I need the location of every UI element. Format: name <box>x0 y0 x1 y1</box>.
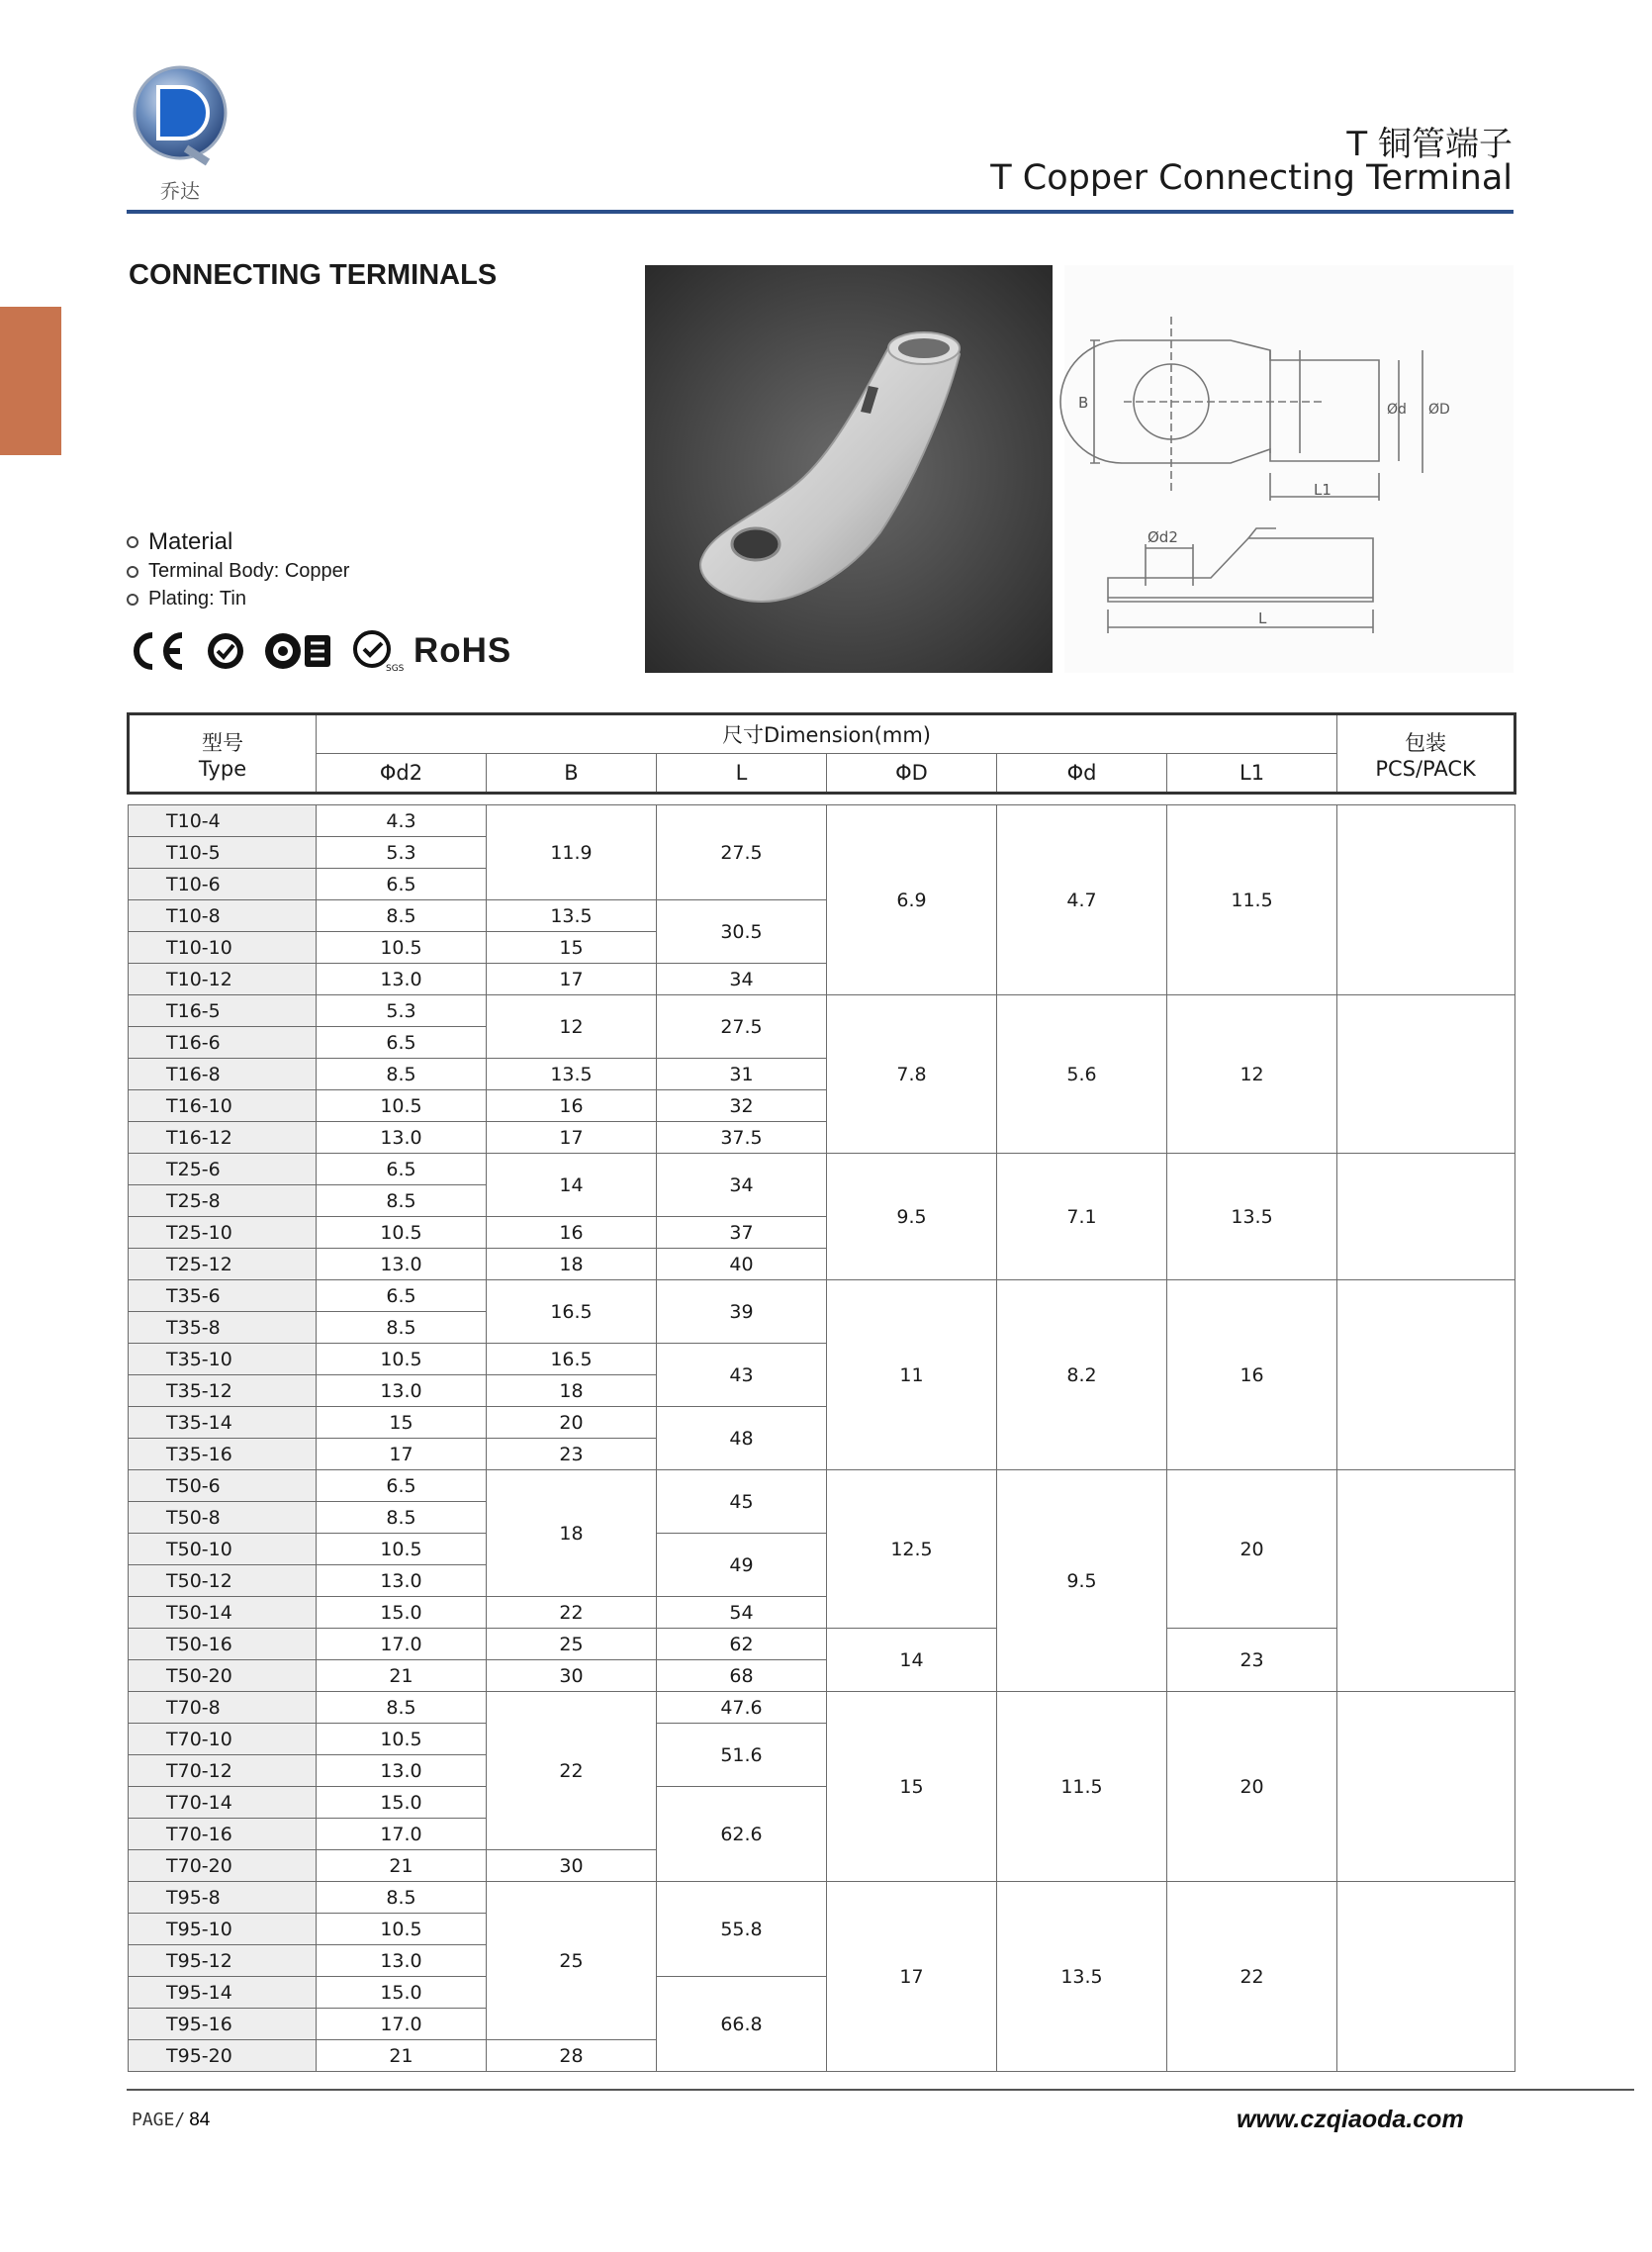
type-cell: T16-5 <box>129 995 317 1027</box>
type-cell: T70-14 <box>129 1787 317 1819</box>
d2-cell: 8.5 <box>317 1692 487 1724</box>
spec-table <box>127 712 1516 2072</box>
type-cell: T35-8 <box>129 1312 317 1344</box>
b-cell: 30 <box>487 1850 657 1882</box>
d2-cell: 10.5 <box>317 1914 487 1945</box>
l1-cell: 16 <box>1167 1280 1337 1470</box>
page-number-value: 84 <box>189 2110 211 2130</box>
l1-cell: 22 <box>1167 1882 1337 2072</box>
d2-cell: 13.0 <box>317 1945 487 1977</box>
type-cell: T95-12 <box>129 1945 317 1977</box>
l1-cell: 20 <box>1167 1470 1337 1629</box>
type-cell: T10-4 <box>129 805 317 837</box>
pack-cell <box>1337 1280 1515 1470</box>
l-cell: 27.5 <box>657 805 827 900</box>
b-cell: 22 <box>487 1692 657 1850</box>
rohs-mark: RoHS <box>413 631 512 670</box>
pack-cell <box>1337 1154 1515 1280</box>
col-header-b: B <box>487 754 657 794</box>
type-cell: T10-8 <box>129 900 317 932</box>
header-divider <box>127 210 1514 214</box>
b-cell: 20 <box>487 1407 657 1439</box>
dim-label-phi-d: Ød <box>1387 402 1407 418</box>
logo-text: 乔达 <box>160 179 200 203</box>
type-cell: T70-20 <box>129 1850 317 1882</box>
type-cell: T25-12 <box>129 1249 317 1280</box>
D-cell: 11 <box>827 1280 997 1470</box>
header-pack <box>1337 714 1515 794</box>
type-cell: T70-10 <box>129 1724 317 1755</box>
dim-label-b: B <box>1078 394 1089 412</box>
b-cell: 17 <box>487 964 657 995</box>
l-cell: 51.6 <box>657 1724 827 1787</box>
b-cell: 18 <box>487 1249 657 1280</box>
d-cell: 11.5 <box>997 1692 1167 1882</box>
d2-cell: 15.0 <box>317 1787 487 1819</box>
ce-mark-icon <box>127 629 188 673</box>
d2-cell: 8.5 <box>317 900 487 932</box>
d-cell: 4.7 <box>997 805 1167 995</box>
header-type-cn: 型号 <box>202 730 243 755</box>
type-cell: T50-8 <box>129 1502 317 1534</box>
d-cell: 7.1 <box>997 1154 1167 1280</box>
page-title: T Copper Connecting Terminal <box>990 158 1513 198</box>
d2-cell: 15.0 <box>317 1977 487 2009</box>
d2-cell: 10.5 <box>317 1217 487 1249</box>
d-cell: 9.5 <box>997 1470 1167 1692</box>
type-cell: T50-6 <box>129 1470 317 1502</box>
d2-cell: 21 <box>317 1850 487 1882</box>
d2-cell: 8.5 <box>317 1185 487 1217</box>
type-cell: T50-20 <box>129 1660 317 1692</box>
l1-cell: 20 <box>1167 1692 1337 1882</box>
type-cell: T50-16 <box>129 1629 317 1660</box>
d2-cell: 13.0 <box>317 1755 487 1787</box>
bullet-icon <box>127 536 138 548</box>
header-pack-en: PCS/PACK <box>1375 756 1476 781</box>
ccc-mark-icon <box>206 629 245 673</box>
b-cell: 15 <box>487 932 657 964</box>
material-title: Material <box>148 528 233 555</box>
header-dimension: 尺寸Dimension(mm) <box>317 714 1337 754</box>
d2-cell: 15 <box>317 1407 487 1439</box>
pack-cell <box>1337 1882 1515 2072</box>
type-cell: T35-14 <box>129 1407 317 1439</box>
l-cell: 62.6 <box>657 1787 827 1882</box>
type-cell: T35-10 <box>129 1344 317 1375</box>
type-cell: T70-16 <box>129 1819 317 1850</box>
l-cell: 34 <box>657 1154 827 1217</box>
product-photo <box>645 265 1053 673</box>
type-cell: T25-10 <box>129 1217 317 1249</box>
col-header-l1: L1 <box>1167 754 1337 794</box>
header-pack-cn: 包装 <box>1405 730 1447 755</box>
b-cell: 17 <box>487 1122 657 1154</box>
l1-cell: 13.5 <box>1167 1154 1337 1280</box>
b-cell: 13.5 <box>487 1059 657 1090</box>
d2-cell: 8.5 <box>317 1059 487 1090</box>
d2-cell: 10.5 <box>317 1344 487 1375</box>
page-number <box>132 2110 210 2131</box>
b-cell: 30 <box>487 1660 657 1692</box>
pack-cell <box>1337 995 1515 1154</box>
pack-cell <box>1337 1470 1515 1692</box>
page-title-chinese: T 铜管端子 <box>1346 125 1513 164</box>
l-cell: 37 <box>657 1217 827 1249</box>
header-type <box>129 714 317 794</box>
col-header-l: L <box>657 754 827 794</box>
l-cell: 30.5 <box>657 900 827 964</box>
d2-cell: 15.0 <box>317 1597 487 1629</box>
b-cell: 12 <box>487 995 657 1059</box>
type-cell: T70-8 <box>129 1692 317 1724</box>
section-heading: CONNECTING TERMINALS <box>129 259 498 291</box>
header-type-en: Type <box>198 756 247 781</box>
d2-cell: 5.3 <box>317 995 487 1027</box>
l-cell: 48 <box>657 1407 827 1470</box>
material-body-item <box>127 560 349 583</box>
b-cell: 22 <box>487 1597 657 1629</box>
d2-cell: 13.0 <box>317 1565 487 1597</box>
D-cell: 6.9 <box>827 805 997 995</box>
l-cell: 31 <box>657 1059 827 1090</box>
d2-cell: 6.5 <box>317 1027 487 1059</box>
l-cell: 43 <box>657 1344 827 1407</box>
sgs-mark-icon <box>352 629 405 674</box>
l-cell: 34 <box>657 964 827 995</box>
material-plating-text: Plating: Tin <box>148 588 246 610</box>
d-cell: 8.2 <box>997 1280 1167 1470</box>
type-cell: T10-12 <box>129 964 317 995</box>
l-cell: 39 <box>657 1280 827 1344</box>
b-cell: 11.9 <box>487 805 657 900</box>
b-cell: 25 <box>487 1882 657 2040</box>
certification-marks <box>127 629 511 673</box>
b-cell: 25 <box>487 1629 657 1660</box>
website-link[interactable]: www.czqiaoda.com <box>1237 2106 1464 2133</box>
d2-cell: 13.0 <box>317 1249 487 1280</box>
type-cell: T16-8 <box>129 1059 317 1090</box>
type-cell: T50-10 <box>129 1534 317 1565</box>
d2-cell: 6.5 <box>317 1154 487 1185</box>
l-cell: 66.8 <box>657 1977 827 2072</box>
b-cell: 16.5 <box>487 1344 657 1375</box>
l1-cell: 23 <box>1167 1629 1337 1692</box>
type-cell: T10-6 <box>129 869 317 900</box>
type-cell: T95-14 <box>129 1977 317 2009</box>
type-cell: T35-16 <box>129 1439 317 1470</box>
b-cell: 14 <box>487 1154 657 1217</box>
d2-cell: 10.5 <box>317 1090 487 1122</box>
l-cell: 49 <box>657 1534 827 1597</box>
bullet-icon <box>127 566 138 578</box>
l-cell: 68 <box>657 1660 827 1692</box>
l-cell: 45 <box>657 1470 827 1534</box>
d2-cell: 17.0 <box>317 2009 487 2040</box>
d2-cell: 5.3 <box>317 837 487 869</box>
type-cell: T95-16 <box>129 2009 317 2040</box>
d2-cell: 8.5 <box>317 1882 487 1914</box>
type-cell: T70-12 <box>129 1755 317 1787</box>
type-cell: T16-10 <box>129 1090 317 1122</box>
material-heading <box>127 528 232 556</box>
b-cell: 13.5 <box>487 900 657 932</box>
b-cell: 18 <box>487 1470 657 1597</box>
type-cell: T10-10 <box>129 932 317 964</box>
D-cell: 9.5 <box>827 1154 997 1280</box>
side-tab-marker <box>0 307 61 455</box>
company-logo <box>129 61 237 210</box>
pack-cell <box>1337 805 1515 995</box>
l-cell: 40 <box>657 1249 827 1280</box>
col-header-d2: Φd2 <box>317 754 487 794</box>
d2-cell: 13.0 <box>317 964 487 995</box>
bullet-icon <box>127 594 138 606</box>
b-cell: 16 <box>487 1090 657 1122</box>
type-cell: T25-6 <box>129 1154 317 1185</box>
d2-cell: 21 <box>317 1660 487 1692</box>
type-cell: T35-6 <box>129 1280 317 1312</box>
b-cell: 16.5 <box>487 1280 657 1344</box>
l-cell: 55.8 <box>657 1882 827 1977</box>
l1-cell: 12 <box>1167 995 1337 1154</box>
type-cell: T35-12 <box>129 1375 317 1407</box>
b-cell: 18 <box>487 1375 657 1407</box>
col-header-D: ΦD <box>827 754 997 794</box>
page-label: PAGE/ <box>132 2110 186 2130</box>
type-cell: T50-14 <box>129 1597 317 1629</box>
technical-drawing <box>1064 265 1514 673</box>
d2-cell: 17 <box>317 1439 487 1470</box>
d2-cell: 21 <box>317 2040 487 2072</box>
quality-mark-icon <box>263 629 334 673</box>
d-cell: 5.6 <box>997 995 1167 1154</box>
d2-cell: 10.5 <box>317 1534 487 1565</box>
d2-cell: 13.0 <box>317 1122 487 1154</box>
footer-divider <box>127 2089 1634 2091</box>
d2-cell: 4.3 <box>317 805 487 837</box>
type-cell: T25-8 <box>129 1185 317 1217</box>
type-cell: T95-10 <box>129 1914 317 1945</box>
l-cell: 47.6 <box>657 1692 827 1724</box>
d2-cell: 10.5 <box>317 1724 487 1755</box>
type-cell: T95-20 <box>129 2040 317 2072</box>
dim-label-phi-D: ØD <box>1428 402 1450 418</box>
D-cell: 12.5 <box>827 1470 997 1629</box>
material-plating-item <box>127 588 246 610</box>
type-cell: T50-12 <box>129 1565 317 1597</box>
l-cell: 27.5 <box>657 995 827 1059</box>
d2-cell: 17.0 <box>317 1629 487 1660</box>
d2-cell: 6.5 <box>317 1470 487 1502</box>
d-cell: 13.5 <box>997 1882 1167 2072</box>
D-cell: 14 <box>827 1629 997 1692</box>
l-cell: 62 <box>657 1629 827 1660</box>
type-cell: T10-5 <box>129 837 317 869</box>
l1-cell: 11.5 <box>1167 805 1337 995</box>
col-header-d: Φd <box>997 754 1167 794</box>
D-cell: 17 <box>827 1882 997 2072</box>
l-cell: 37.5 <box>657 1122 827 1154</box>
d2-cell: 10.5 <box>317 932 487 964</box>
b-cell: 16 <box>487 1217 657 1249</box>
d2-cell: 8.5 <box>317 1312 487 1344</box>
d2-cell: 8.5 <box>317 1502 487 1534</box>
dim-label-phi-d2: Ød2 <box>1147 528 1178 546</box>
D-cell: 7.8 <box>827 995 997 1154</box>
l-cell: 32 <box>657 1090 827 1122</box>
b-cell: 28 <box>487 2040 657 2072</box>
l-cell: 54 <box>657 1597 827 1629</box>
sgs-label: SGS <box>386 664 405 674</box>
dim-label-l: L <box>1258 610 1267 627</box>
d2-cell: 17.0 <box>317 1819 487 1850</box>
material-body-text: Terminal Body: Copper <box>148 560 350 582</box>
d2-cell: 6.5 <box>317 1280 487 1312</box>
pack-cell <box>1337 1692 1515 1882</box>
d2-cell: 13.0 <box>317 1375 487 1407</box>
type-cell: T95-8 <box>129 1882 317 1914</box>
D-cell: 15 <box>827 1692 997 1882</box>
b-cell: 23 <box>487 1439 657 1470</box>
dim-label-l1: L1 <box>1314 481 1331 499</box>
d2-cell: 6.5 <box>317 869 487 900</box>
type-cell: T16-12 <box>129 1122 317 1154</box>
type-cell: T16-6 <box>129 1027 317 1059</box>
